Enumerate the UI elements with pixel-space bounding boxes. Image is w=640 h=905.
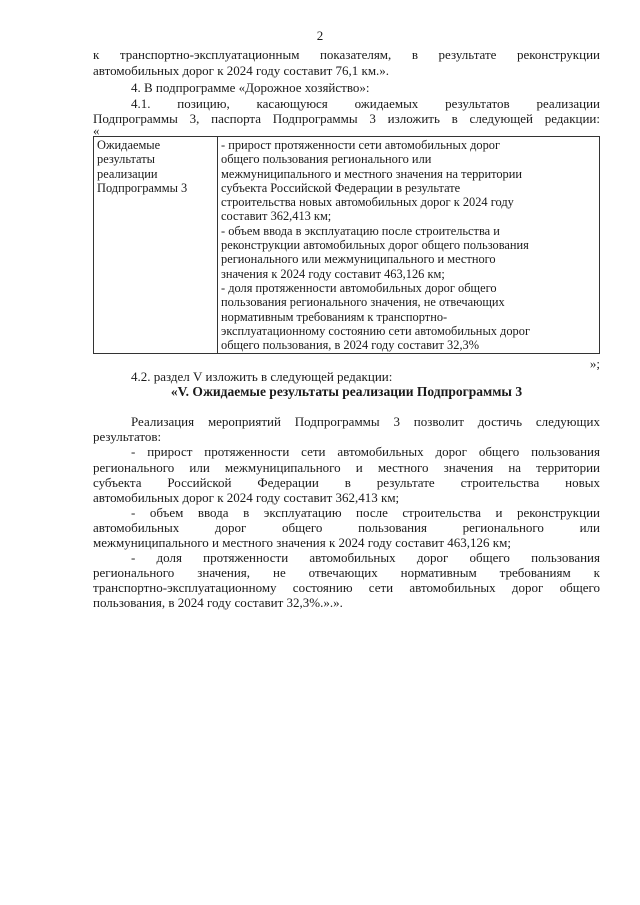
value-line: - прирост протяженности сети автомобильных дорог [221,138,501,152]
bullet-3-line: - доля протяженности автомобильных дорог общего пользования [131,550,600,565]
label-line: результаты [97,152,155,167]
bullet-3-line: транспортно-эксплуатационному состоянию сети автомобильных дорог общего [93,580,600,595]
value-line: - объем ввода в эксплуатацию после строительства и [221,223,500,238]
item-4-1-line: Подпрограммы 3, паспорта Подпрограммы 3 изложить в следующей редакции: [93,111,600,126]
bullet-1-line: автомобильных дорог к 2024 году составит 362,413 км; [93,490,400,505]
opening-quote: « [93,123,100,138]
label-line: Ожидаемые [97,138,161,152]
value-line: субъекта Российской Федерации в результате [221,180,461,195]
table-row [94,137,600,354]
top-paragraph-line: автомобильных дорог к 2024 году составит 76,1 км.». [93,63,390,78]
page-number: 2 [316,28,324,43]
item-4-text: 4. В подпрограмме «Дорожное хозяйство»: [131,80,370,95]
closing-quote: »; [589,356,600,371]
intro-line: результатов: [93,429,162,444]
value-line: реконструкции автомобильных дорог общего пользования [221,238,529,253]
bullet-2-line: межмуниципального и местного значения к 2024 году составит 463,126 км; [93,535,511,550]
value-line: общего пользования регионального или [221,152,432,167]
value-line: пользования регионального значения, не отвечающих [221,295,505,310]
passport-table [93,136,600,354]
value-line: эксплуатационному состоянию сети автомобильных дорог [221,323,531,338]
intro-line: Реализация мероприятий Подпрограммы 3 позволит достичь следующих [131,414,600,429]
bullet-3-line: регионального значения, не отвечающих нормативным требованиям к [93,565,600,580]
top-paragraph-line: к транспортно-эксплуатационным показателям, в результате реконструкции [93,47,600,62]
value-line: межмуниципального и местного значения на территории [221,166,522,181]
bullet-1-line: - прирост протяженности сети автомобильных дорог общего пользования [131,444,600,459]
bullet-2-line: автомобильных дорог общего пользования регионального или [93,520,600,535]
value-line: значения к 2024 году составит 463,126 км; [221,266,445,281]
label-line: Подпрограммы 3 [97,180,188,195]
value-line: регионального или межмуниципального и местного [221,252,496,267]
expected-results-value-cell [218,137,600,354]
value-line: нормативным требованиям к транспортно- [221,309,448,324]
expected-results-label-cell [94,137,218,354]
label-line: реализации [97,166,158,181]
value-line: общего пользования, в 2024 году составит 32,3% [221,338,480,353]
bullet-1-line: регионального или межмуниципального и местного значения на территории [93,460,600,475]
item-4-2-text: 4.2. раздел V изложить в следующей редакции: [131,369,393,384]
value-line: составит 362,413 км; [221,209,332,224]
bullet-2-line: - объем ввода в эксплуатацию после строительства и реконструкции [131,505,600,520]
value-line: строительства новых автомобильных дорог к 2024 году [221,195,514,210]
value-line: - доля протяженности автомобильных дорог общего [221,280,497,295]
section-heading: «V. Ожидаемые результаты реализации Подпрограммы 3 [170,384,523,399]
item-4-1-line: 4.1. позицию, касающуюся ожидаемых результатов реализации [131,96,600,111]
bullet-1-line: субъекта Российской Федерации в результате строительства новых [93,475,600,490]
bullet-3-line: пользования, в 2024 году составит 32,3%.».». [93,595,343,610]
